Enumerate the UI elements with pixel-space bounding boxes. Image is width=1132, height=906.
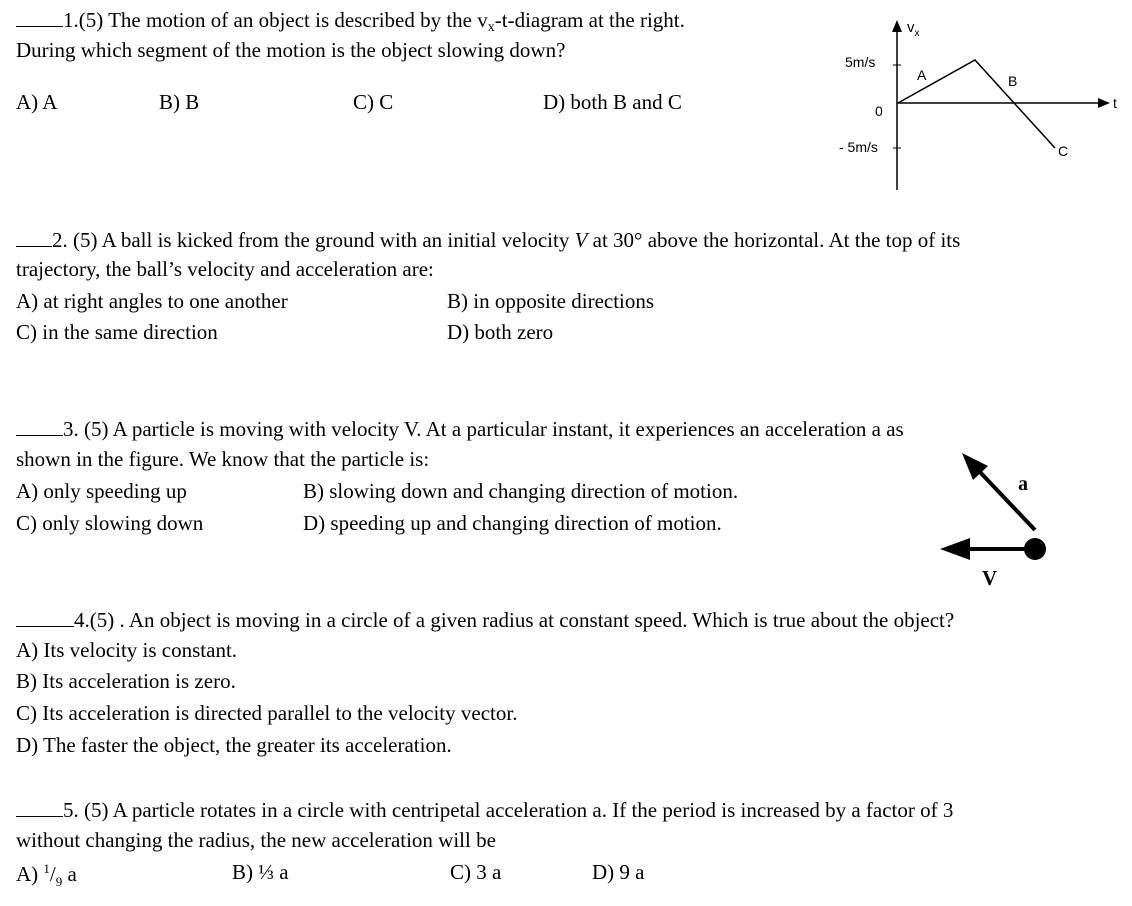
q4-stem-line1: 4.(5) . An object is moving in a circle of a given radius at constant speed. Which is true about the object? bbox=[16, 608, 954, 631]
q1-stem-line2: During which segment of the motion is the object slowing down? bbox=[16, 38, 566, 62]
q2-stem-line1: 2. (5) A ball is kicked from the ground with an initial velocity V at 30° above the horizontal. At the top of its bbox=[16, 228, 960, 251]
q1-choice-b: B) B bbox=[159, 90, 200, 114]
q3-stem-line1: 3. (5) A particle is moving with velocity V. At a particular instant, it experiences an acceleration a as bbox=[16, 417, 904, 440]
t-axis-label: t bbox=[1113, 95, 1117, 111]
q3-vector-figure bbox=[930, 448, 1060, 593]
segment-a-label: A bbox=[917, 67, 927, 83]
t-axis-arrow bbox=[1098, 98, 1110, 108]
tick-top-label: 5m/s bbox=[845, 54, 876, 70]
segment-b-label: B bbox=[1008, 73, 1018, 89]
q5-choice-a: A) $^1/_9$ a bbox=[16, 861, 77, 890]
q3-choice-a: A) only speeding up bbox=[16, 479, 187, 503]
q5-choice-d: D) 9 a bbox=[592, 860, 645, 884]
q3-choice-b: B) slowing down and changing direction of motion. bbox=[303, 479, 739, 503]
q3-choice-c: C) only slowing down bbox=[16, 511, 204, 535]
q5-answer-blank[interactable] bbox=[16, 798, 63, 817]
q2-answer-blank[interactable] bbox=[16, 228, 52, 247]
tick-zero-label: 0 bbox=[875, 103, 883, 119]
q2-choice-d: D) both zero bbox=[447, 320, 554, 344]
q3-stem-line2: shown in the figure. We know that the particle is: bbox=[16, 447, 430, 471]
velocity-arrowhead bbox=[940, 538, 970, 560]
q1-choice-a: A) A bbox=[16, 90, 58, 114]
q1-vx-t-graph bbox=[830, 10, 1130, 200]
q2-choice-c: C) in the same direction bbox=[16, 320, 218, 344]
q3-choice-d: D) speeding up and changing direction of motion. bbox=[303, 511, 722, 535]
q4-choice-d: D) The faster the object, the greater its acceleration. bbox=[16, 733, 452, 757]
q1-stem-line1: 1.(5) The motion of an object is described by the vx-t-diagram at the right. bbox=[16, 8, 685, 35]
q5-choice-b: B) ⅓ a bbox=[232, 860, 289, 884]
q4-choice-a: A) Its velocity is constant. bbox=[16, 638, 238, 662]
vx-axis-label: $v_x$ bbox=[907, 19, 920, 39]
q4-choice-c: C) Its acceleration is directed parallel to the velocity vector. bbox=[16, 701, 518, 725]
q2-choice-a: A) at right angles to one another bbox=[16, 289, 288, 313]
q3-answer-blank[interactable] bbox=[16, 417, 63, 436]
particle-dot bbox=[1024, 538, 1046, 560]
q2-choice-b: B) in opposite directions bbox=[447, 289, 655, 313]
q2-stem-line2: trajectory, the ball’s velocity and acceleration are: bbox=[16, 257, 434, 281]
q5-choice-c: C) 3 a bbox=[450, 860, 502, 884]
q1-choice-c: C) C bbox=[353, 90, 394, 114]
q4-choice-b: B) Its acceleration is zero. bbox=[16, 669, 236, 693]
velocity-label: V bbox=[982, 566, 998, 590]
q4-answer-blank[interactable] bbox=[16, 608, 74, 627]
vx-axis-arrow bbox=[892, 20, 902, 32]
q5-stem-line1: 5. (5) A particle rotates in a circle with centripetal acceleration a. If the period is increased by a factor of 3 bbox=[16, 798, 953, 821]
q1-choice-d: D) both B and C bbox=[543, 90, 682, 114]
q1-answer-blank[interactable] bbox=[16, 8, 63, 27]
q5-stem-line2: without changing the radius, the new acceleration will be bbox=[16, 828, 496, 852]
segment-c-label: C bbox=[1058, 143, 1069, 159]
tick-bottom-label: - 5m/s bbox=[839, 139, 878, 155]
acceleration-label: a bbox=[1018, 473, 1028, 495]
